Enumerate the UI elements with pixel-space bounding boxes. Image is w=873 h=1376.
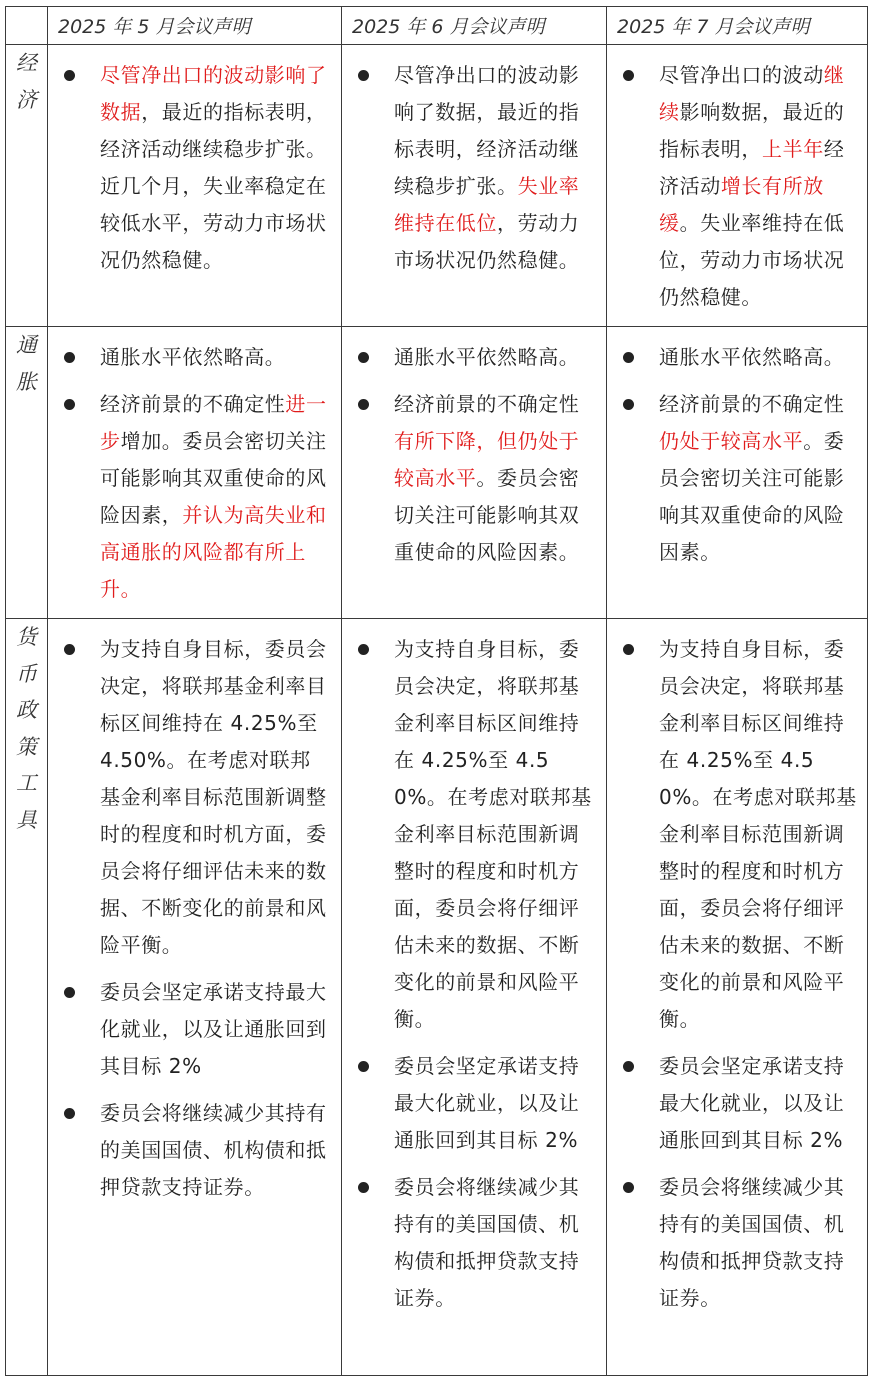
cell-economy-june bbox=[342, 45, 607, 327]
statement-text: 通胀水平依然略高。 bbox=[394, 345, 580, 369]
bullet-item bbox=[342, 57, 596, 279]
bullet-item bbox=[342, 386, 596, 571]
bullet-dot-icon bbox=[358, 1182, 369, 1193]
statement-text: 。委员会密切关注可能影响其双重使命的风险因素。 bbox=[659, 429, 845, 564]
statement-text: 为支持自身目标，委员会决定，将联邦基金利率目标区间维持在 4.25%至 4.50%。在考虑对联邦基金利率目标范围新调整时的程度和时机方面，委员会将仔细评估未来的数据、不断变化的前景和风险平衡。 bbox=[659, 637, 857, 1031]
bullet-item bbox=[607, 1169, 857, 1317]
bullet-list bbox=[48, 327, 341, 608]
bullet-dot-icon bbox=[64, 987, 75, 998]
statement-comparison-table bbox=[5, 6, 868, 1376]
bullet-dot-icon bbox=[64, 70, 75, 81]
highlighted-change-text: 增长有所放缓 bbox=[659, 174, 824, 235]
bullet-item bbox=[48, 339, 331, 376]
cell-inflation-may bbox=[48, 327, 342, 619]
cell-economy-july bbox=[607, 45, 868, 327]
statement-text: 委员会坚定承诺支持最大化就业，以及让通胀回到其目标 2% bbox=[659, 1054, 845, 1152]
statement-text: 。委员会密切关注可能影响其双重使命的风险因素。 bbox=[394, 466, 580, 564]
bullet-list bbox=[342, 45, 606, 279]
bullet-item bbox=[607, 1048, 857, 1159]
row-label-text: 通胀 bbox=[16, 333, 37, 394]
statement-text: 尽管净出口的波动 bbox=[659, 63, 824, 87]
highlighted-change-text: 仍处于较高水平 bbox=[659, 429, 804, 453]
statement-text: 为支持自身目标，委员会决定，将联邦基金利率目标区间维持在 4.25%至 4.50%。在考虑对联邦基金利率目标范围新调整时的程度和时机方面，委员会将仔细评估未来的数据、不断变化的前景和风险平衡。 bbox=[394, 637, 592, 1031]
cell-inflation-june bbox=[342, 327, 607, 619]
statement-text: 委员会将继续减少其持有的美国国债、机构债和抵押贷款支持证券。 bbox=[659, 1175, 845, 1310]
highlighted-change-text: 并认为高失业和高通胀的风险都有所上升。 bbox=[100, 503, 327, 601]
highlighted-change-text: 继续 bbox=[659, 63, 845, 124]
bullet-list bbox=[342, 327, 606, 571]
bullet-item bbox=[607, 57, 857, 316]
bullet-list bbox=[607, 327, 867, 571]
row-policy-tools bbox=[6, 619, 868, 1376]
bullet-list bbox=[48, 45, 341, 279]
row-label-policy-tools bbox=[6, 619, 48, 1376]
highlighted-change-text: 失业率维持在低位 bbox=[394, 174, 580, 235]
bullet-item bbox=[342, 1048, 596, 1159]
header-row bbox=[6, 7, 868, 45]
bullet-item bbox=[342, 631, 596, 1038]
bullet-dot-icon bbox=[623, 1182, 634, 1193]
row-label-inflation bbox=[6, 327, 48, 619]
cell-policy-july bbox=[607, 619, 868, 1376]
bullet-item bbox=[342, 1169, 596, 1317]
statement-text: 。失业率维持在低位，劳动力市场状况仍然稳健。 bbox=[659, 211, 845, 309]
bullet-item bbox=[48, 1095, 331, 1206]
statement-text: 经济活动 bbox=[659, 137, 845, 198]
bullet-dot-icon bbox=[358, 399, 369, 410]
bullet-list bbox=[607, 45, 867, 316]
row-label-economy bbox=[6, 45, 48, 327]
bullet-item bbox=[607, 339, 857, 376]
statement-text: ，劳动力市场状况仍然稳健。 bbox=[394, 211, 580, 272]
bullet-dot-icon bbox=[358, 644, 369, 655]
bullet-item bbox=[48, 631, 331, 964]
bullet-dot-icon bbox=[623, 352, 634, 363]
statement-text: 为支持自身目标，委员会决定，将联邦基金利率目标区间维持在 4.25%至 4.50%。在考虑对联邦基金利率目标范围新调整时的程度和时机方面，委员会将仔细评估未来的数据、不断变化的前景和风险平衡。 bbox=[100, 637, 327, 957]
statement-text: 委员会将继续减少其持有的美国国债、机构债和抵押贷款支持证券。 bbox=[100, 1101, 327, 1199]
row-label-text: 经济 bbox=[16, 51, 37, 112]
bullet-dot-icon bbox=[64, 1108, 75, 1119]
statement-text: 尽管净出口的波动影响了数据，最近的指标表明，经济活动继续稳步扩张。 bbox=[394, 63, 580, 198]
bullet-dot-icon bbox=[358, 352, 369, 363]
statement-text: 通胀水平依然略高。 bbox=[659, 345, 845, 369]
header-may: 2025 年 5 月会议声明 bbox=[48, 7, 342, 45]
highlighted-change-text: 尽管净出口的波动影响了数据 bbox=[100, 63, 327, 124]
cell-policy-may bbox=[48, 619, 342, 1376]
bullet-item bbox=[342, 339, 596, 376]
row-economy bbox=[6, 45, 868, 327]
row-inflation bbox=[6, 327, 868, 619]
statement-text: 委员会坚定承诺支持最大化就业，以及让通胀回到其目标 2% bbox=[394, 1054, 580, 1152]
cell-inflation-july bbox=[607, 327, 868, 619]
cell-policy-june bbox=[342, 619, 607, 1376]
bullet-dot-icon bbox=[64, 352, 75, 363]
bullet-dot-icon bbox=[623, 644, 634, 655]
statement-text: ，最近的指标表明，经济活动继续稳步扩张。近几个月，失业率稳定在较低水平，劳动力市场状况仍然稳健。 bbox=[100, 100, 327, 272]
cell-economy-may bbox=[48, 45, 342, 327]
statement-text: 经济前景的不确定性 bbox=[659, 392, 845, 416]
bullet-dot-icon bbox=[64, 644, 75, 655]
bullet-list bbox=[48, 619, 341, 1206]
statement-text: 委员会坚定承诺支持最大化就业，以及让通胀回到其目标 2% bbox=[100, 980, 327, 1078]
header-july: 2025 年 7 月会议声明 bbox=[607, 7, 868, 45]
bullet-item bbox=[607, 386, 857, 571]
statement-text: 经济前景的不确定性 bbox=[100, 392, 286, 416]
highlighted-change-text: 上半年 bbox=[762, 137, 824, 161]
bullet-item bbox=[48, 974, 331, 1085]
bullet-dot-icon bbox=[358, 70, 369, 81]
header-june: 2025 年 6 月会议声明 bbox=[342, 7, 607, 45]
bullet-item bbox=[48, 57, 331, 279]
statement-text: 委员会将继续减少其持有的美国国债、机构债和抵押贷款支持证券。 bbox=[394, 1175, 580, 1310]
statement-text: 通胀水平依然略高。 bbox=[100, 345, 286, 369]
highlighted-change-text: 有所下降，但仍处于较高水平 bbox=[394, 429, 580, 490]
statement-text: 经济前景的不确定性 bbox=[394, 392, 580, 416]
bullet-dot-icon bbox=[623, 1061, 634, 1072]
bullet-dot-icon bbox=[623, 70, 634, 81]
statement-text: 影响数据，最近的指标表明， bbox=[659, 100, 845, 161]
row-label-text: 货币政策工具 bbox=[16, 625, 37, 832]
bullet-dot-icon bbox=[623, 399, 634, 410]
bullet-item bbox=[48, 386, 331, 608]
bullet-list bbox=[342, 619, 606, 1317]
bullet-dot-icon bbox=[358, 1061, 369, 1072]
bullet-list bbox=[607, 619, 867, 1317]
highlighted-change-text: 进一步 bbox=[100, 392, 327, 453]
statement-text: 增加。委员会密切关注可能影响其双重使命的风险因素， bbox=[100, 429, 327, 527]
bullet-item bbox=[607, 631, 857, 1038]
bullet-dot-icon bbox=[64, 399, 75, 410]
corner-cell bbox=[6, 7, 48, 45]
